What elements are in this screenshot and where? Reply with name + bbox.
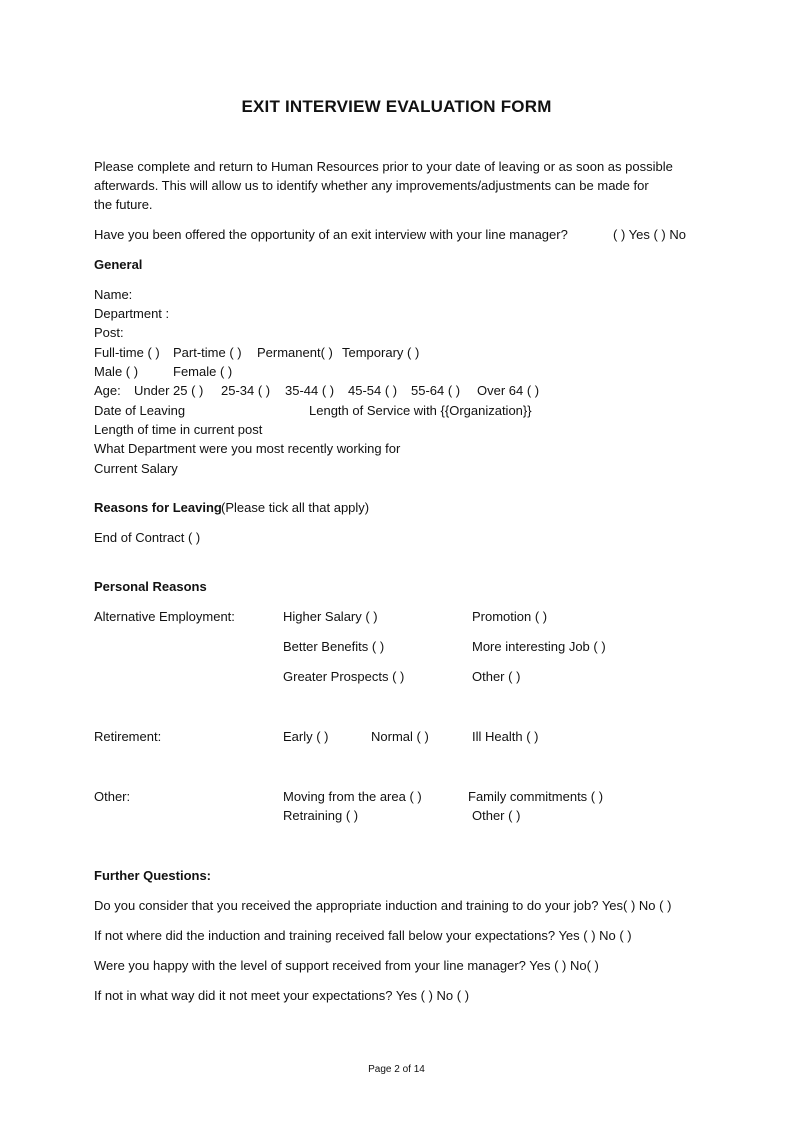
page-number: Page 2 of 14 <box>368 1064 425 1075</box>
further-question-4[interactable]: If not in what way did it not meet your expectations? Yes ( ) No ( ) <box>94 988 470 1003</box>
length-of-service-label: Length of Service with {{Organization}} <box>309 403 532 418</box>
name-label: Name: <box>94 287 133 302</box>
promotion-option[interactable]: Promotion ( ) <box>472 609 548 624</box>
page-title: EXIT INTERVIEW EVALUATION FORM <box>241 97 552 116</box>
more-interesting-job-option[interactable]: More interesting Job ( ) <box>472 639 606 654</box>
recent-department-label: What Department were you most recently working for <box>94 441 401 456</box>
post-label: Post: <box>94 325 124 340</box>
exit-interview-question: Have you been offered the opportunity of an exit interview with your line manager? <box>94 227 568 242</box>
end-of-contract-option[interactable]: End of Contract ( ) <box>94 530 201 545</box>
ill-health-option[interactable]: Ill Health ( ) <box>472 729 539 744</box>
age-55-64-option[interactable]: 55-64 ( ) <box>411 383 461 398</box>
current-salary-label: Current Salary <box>94 461 178 476</box>
further-questions-heading: Further Questions: <box>94 868 212 883</box>
greater-prospects-option[interactable]: Greater Prospects ( ) <box>283 669 405 684</box>
age-45-54-option[interactable]: 45-54 ( ) <box>348 383 398 398</box>
date-of-leaving-label: Date of Leaving <box>94 403 186 418</box>
alternative-employment-label: Alternative Employment: <box>94 609 235 624</box>
reasons-heading: Reasons for Leaving <box>94 500 222 515</box>
better-benefits-option[interactable]: Better Benefits ( ) <box>283 639 385 654</box>
full-time-option[interactable]: Full-time ( ) <box>94 345 160 360</box>
other-employment-option[interactable]: Other ( ) <box>472 669 521 684</box>
early-retirement-option[interactable]: Early ( ) <box>283 729 329 744</box>
temporary-option[interactable]: Temporary ( ) <box>342 345 420 360</box>
personal-reasons-heading: Personal Reasons <box>94 579 207 594</box>
normal-retirement-option[interactable]: Normal ( ) <box>371 729 429 744</box>
retraining-option[interactable]: Retraining ( ) <box>283 808 359 823</box>
age-35-44-option[interactable]: 35-44 ( ) <box>285 383 335 398</box>
other-reasons-label: Other: <box>94 789 131 804</box>
higher-salary-option[interactable]: Higher Salary ( ) <box>283 609 378 624</box>
further-question-2[interactable]: If not where did the induction and training received fall below your expectations? Yes ( ) No ( ) <box>94 928 632 943</box>
permanent-option[interactable]: Permanent( ) <box>257 345 333 360</box>
family-commitments-option[interactable]: Family commitments ( ) <box>468 789 604 804</box>
intro-line-2: afterwards. This will allow us to identify whether any improvements/adjustments can be made for <box>94 178 649 193</box>
moving-option[interactable]: Moving from the area ( ) <box>283 789 422 804</box>
further-question-1[interactable]: Do you consider that you received the appropriate induction and training to do your job? Yes( ) No ( ) <box>94 898 672 913</box>
retirement-label: Retirement: <box>94 729 162 744</box>
age-over-64-option[interactable]: Over 64 ( ) <box>477 383 540 398</box>
male-option[interactable]: Male ( ) <box>94 364 139 379</box>
exit-interview-options[interactable]: ( ) Yes ( ) No <box>613 227 686 242</box>
other-personal-option[interactable]: Other ( ) <box>472 808 521 823</box>
part-time-option[interactable]: Part-time ( ) <box>173 345 242 360</box>
female-option[interactable]: Female ( ) <box>173 364 233 379</box>
further-question-3[interactable]: Were you happy with the level of support received from your line manager? Yes ( ) No( ) <box>94 958 599 973</box>
intro-line-1: Please complete and return to Human Resources prior to your date of leaving or as soon as possible <box>94 159 673 174</box>
general-heading: General <box>94 257 143 272</box>
age-under-25-option[interactable]: Under 25 ( ) <box>134 383 204 398</box>
reasons-note: (Please tick all that apply) <box>221 500 370 515</box>
age-25-34-option[interactable]: 25-34 ( ) <box>221 383 271 398</box>
length-in-post-label: Length of time in current post <box>94 422 263 437</box>
intro-line-3: the future. <box>94 197 153 212</box>
department-label: Department : <box>94 306 170 321</box>
age-label: Age: <box>94 383 121 398</box>
